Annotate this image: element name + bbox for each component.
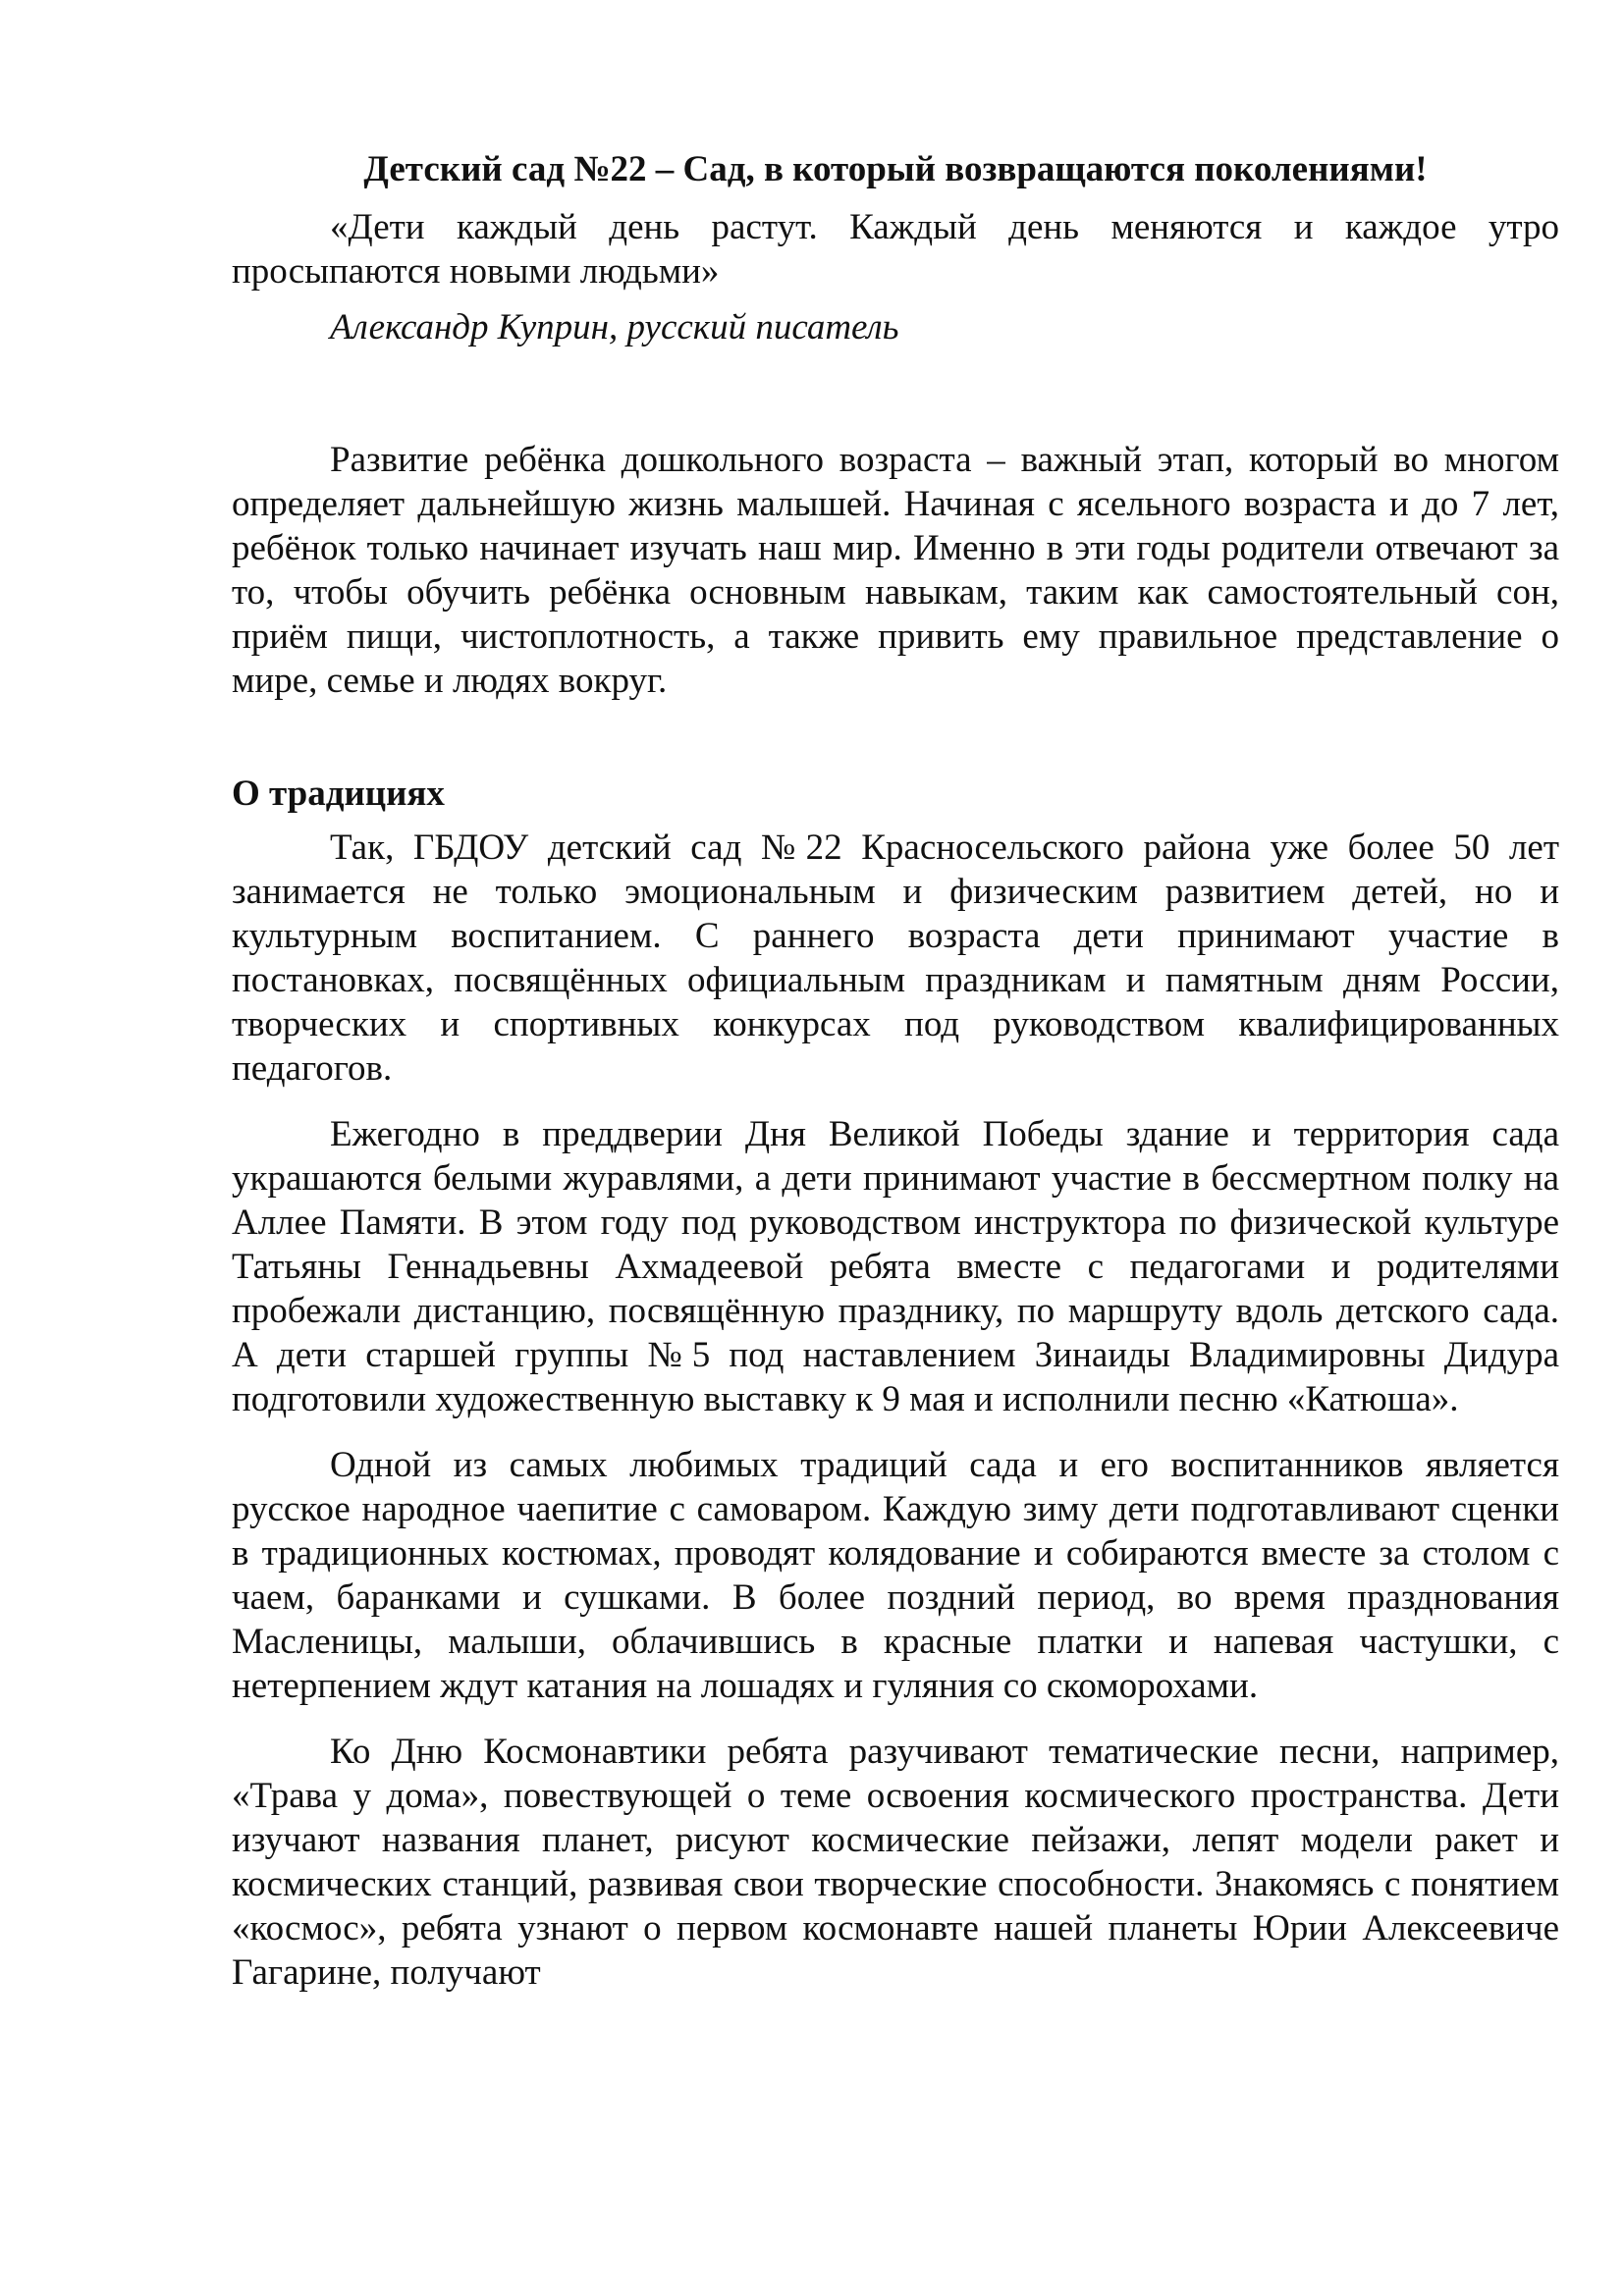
- section-paragraph: Так, ГБДОУ детский сад №22 Красносельского района уже более 50 лет занимается не только эмоциональным и физическим развитием детей, но и культурным воспитанием. С раннего возраста дети принимают участие в постановках, посвящённых официальным праздникам и памятным дням России, творческих и спортивных конкурсах под руководством квалифицированных педагогов.: [232, 828, 1559, 1089]
- document-page: [232, 147, 1559, 2016]
- epigraph-quote: «Дети каждый день растут. Каждый день меняются и каждое утро просыпаются новыми людьми»: [232, 207, 1559, 292]
- intro-paragraph: Развитие ребёнка дошкольного возраста – важный этап, который во многом определяет дальнейшую жизнь малышей. Начиная с ясельного возраста и до 7 лет, ребёнок только начинает изучать наш мир. Именно в эти годы родители отвечают за то, чтобы обучить ребёнка основным навыкам, таким как самостоятельный сон, приём пищи, чистоплотность, а также привить ему правильное представление о мире, семье и людях вокруг.: [232, 440, 1559, 701]
- section-paragraph: Ежегодно в преддверии Дня Великой Победы здание и территория сада украшаются белыми журавлями, а дети принимают участие в бессмертном полку на Аллее Памяти. В этом году под руководством инструктора по физической культуре Татьяны Геннадьевны Ахмадеевой ребята вместе с педагогами и родителями пробежали дистанцию, посвящённую празднику, по маршруту вдоль детского сада. А дети старшей группы №5 под наставлением Зинаиды Владимировны Дидура подготовили художественную выставку к 9 мая и исполнили песню «Катюша».: [232, 1114, 1559, 1419]
- section-paragraph: Одной из самых любимых традиций сада и его воспитанников является русское народное чаепитие с самоваром. Каждую зиму дети подготавливают сценки в традиционных костюмах, проводят колядование и собираются вместе за столом с чаем, баранками и сушками. В более поздний период, во время празднования Масленицы, малыши, облачившись в красные платки и напевая частушки, с нетерпением ждут катания на лошадях и гуляния со скоморохами.: [232, 1445, 1559, 1706]
- section-paragraph: Ко Дню Космонавтики ребята разучивают тематические песни, например, «Трава у дома», повествующей о теме освоения космического пространства. Дети изучают названия планет, рисуют космические пейзажи, лепят модели ракет и космических станций, развивая свои творческие способности. Знакомясь с понятием «космос», ребята узнают о первом космонавте нашей планеты Юрии Алексеевиче Гагарине, получают: [232, 1732, 1559, 1993]
- epigraph-author: Александр Куприн, русский писатель: [330, 307, 899, 347]
- section-heading: О традициях: [232, 774, 445, 814]
- document-title: Детский сад №22 – Сад, в который возвращаются поколениями!: [363, 149, 1428, 189]
